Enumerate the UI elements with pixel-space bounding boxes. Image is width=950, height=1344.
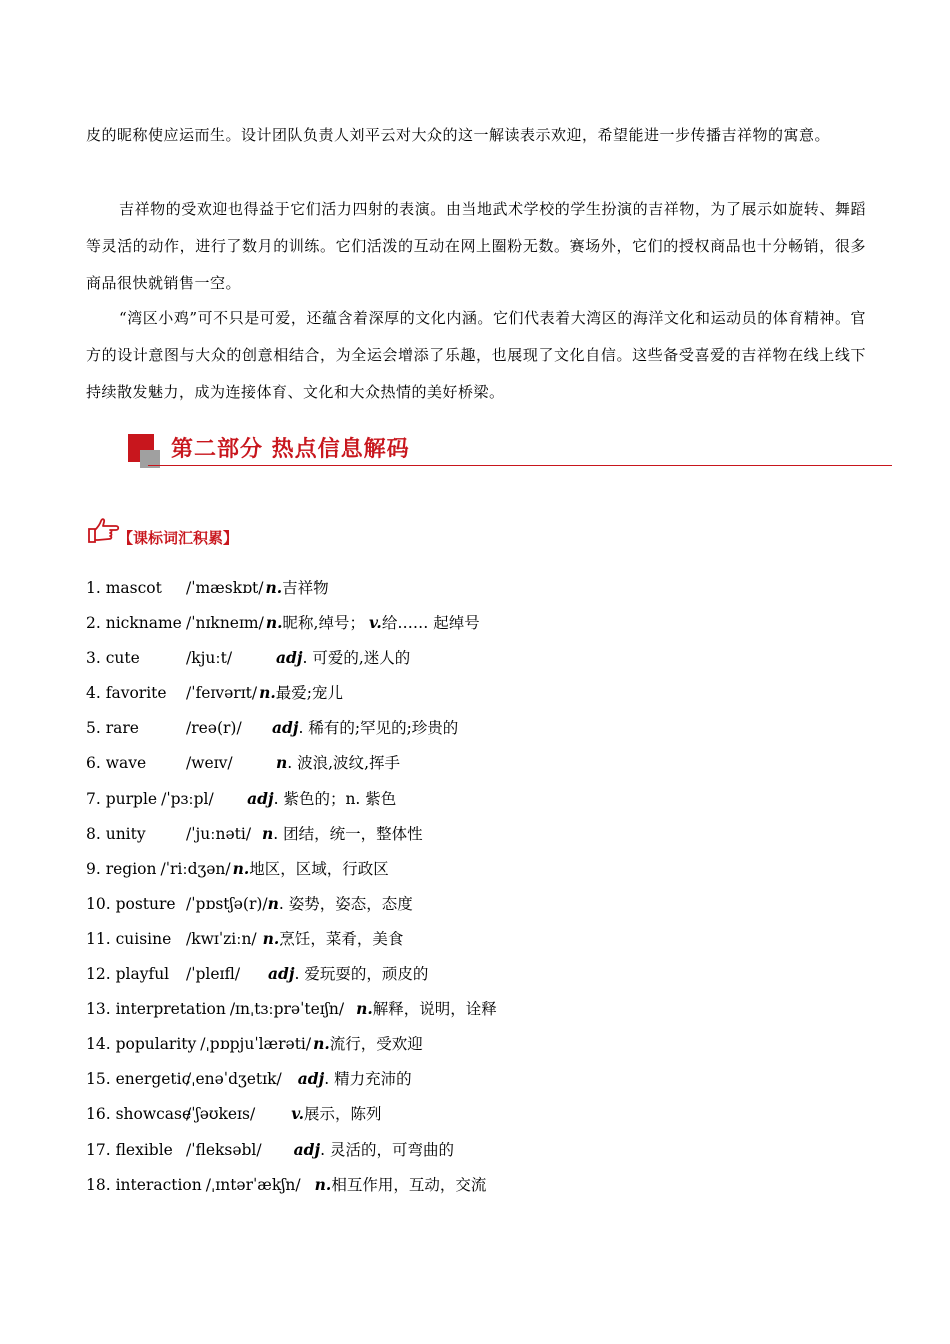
vocab-word: 1. mascot (86, 579, 162, 597)
section-title: 第二部分 热点信息解码 (171, 437, 410, 462)
vocab-pos: adj (276, 648, 303, 668)
vocab-pos: adj (268, 964, 295, 984)
vocab-phonetic: /reə(r)/ (186, 719, 242, 738)
vocab-pos: n. (259, 683, 276, 703)
vocab-pos: n. (232, 858, 250, 878)
list-item (86, 745, 886, 780)
list-item (86, 886, 886, 921)
vocab-pos: n (276, 753, 288, 773)
vocab-pos: n (262, 823, 274, 843)
vocab-subheader-title: 【课标词汇积累】 (118, 529, 239, 547)
vocab-word: 12. playful (86, 965, 170, 984)
vocab-word: 14. popularity (86, 1035, 197, 1054)
vocab-phonetic: /ˈpleɪfl/ (186, 965, 241, 984)
vocab-word: 2. nickname (86, 614, 182, 633)
vocab-meaning: 相互作用，互动，交流 (331, 1175, 487, 1194)
list-item (86, 816, 886, 851)
paragraph-3: “湾区小鸡”可不只是可爱，还蕴含着深厚的文化内涵。它们代表着大湾区的海洋文化和运动员的体育精神。官方的设计意图与大众的创意相结合，为全运会增添了乐趣，也展现了文化自信。这些备受喜爱的吉祥物在线上线下持续散发魅力，成为连接体育、文化和大众热情的美好桥梁。 (86, 309, 866, 401)
list-item (86, 1096, 886, 1131)
vocab-word: 7. purple (86, 789, 158, 808)
vocab-phonetic: /ˈfeɪvərɪt/ (186, 684, 258, 703)
vocab-word: 11. cuisine (86, 929, 172, 948)
vocab-list (86, 570, 886, 1202)
vocab-meaning: . 稀有的;罕见的;珍贵的 (298, 719, 459, 738)
list-item (86, 956, 886, 991)
list-item (86, 640, 886, 675)
vocab-pos: n. (262, 928, 280, 948)
vocab-word: 16. showcase (86, 1105, 192, 1124)
vocab-phonetic: /ˌpɒpjuˈlærəti/ (200, 1035, 312, 1054)
vocab-pos-2: v. (368, 613, 382, 633)
vocab-pos: adj (272, 718, 299, 738)
vocab-meaning-2: 给…… 起绰号 (381, 614, 480, 633)
list-item (86, 1132, 886, 1167)
vocab-word: 4. favorite (86, 684, 167, 703)
pointing-hand-icon (86, 513, 120, 545)
vocab-meaning: . 紫色的；n. 紫色 (273, 789, 397, 808)
vocab-phonetic: /ˌɪntərˈækʃn/ (205, 1175, 301, 1194)
vocab-phonetic: /ˈmæskɒt/ (186, 579, 264, 597)
vocab-pos: n. (265, 613, 283, 633)
vocab-meaning: 解释，说明，诠释 (372, 1000, 497, 1019)
vocab-meaning: . 灵活的，可弯曲的 (320, 1140, 454, 1159)
list-item (86, 781, 886, 816)
list-item (86, 1061, 886, 1096)
vocab-word: 10. posture (86, 894, 176, 913)
vocab-word: 17. flexible (86, 1140, 173, 1159)
section-header (128, 434, 894, 470)
list-item (86, 991, 886, 1026)
list-item (86, 921, 886, 956)
paragraph-2: 吉祥物的受欢迎也得益于它们活力四射的表演。由当地武术学校的学生扮演的吉祥物，为了展示如旋转、舞蹈等灵活的动作，进行了数月的训练。它们活泼的互动在网上圈粉无数。赛场外，它们的授权商品也十分畅销，很多商品很快就销售一空。 (86, 200, 866, 292)
vocab-meaning: . 波浪,波纹,挥手 (287, 754, 400, 773)
vocab-pos: v. (291, 1104, 305, 1124)
vocab-pos: n (267, 893, 279, 913)
vocab-pos: adj (247, 788, 274, 808)
list-item (86, 1167, 886, 1202)
list-item (86, 1026, 886, 1061)
vocab-phonetic: /kjuːt/ (186, 649, 233, 668)
vocab-phonetic: /ˌenəˈdʒetɪk/ (186, 1070, 282, 1089)
vocab-meaning: 流行，受欢迎 (329, 1035, 423, 1054)
vocab-phonetic: /ˈjuːnəti/ (186, 824, 252, 843)
list-item (86, 570, 886, 605)
section-divider (148, 465, 892, 466)
vocab-phonetic: /ˈʃəʊkeɪs/ (186, 1105, 256, 1124)
list-item (86, 605, 886, 640)
vocab-word: 5. rare (86, 719, 139, 738)
vocab-pos: adj (293, 1139, 321, 1159)
vocab-meaning: 昵称,绰号； (282, 614, 365, 633)
vocab-phonetic: /ɪnˌtɜːprəˈteɪʃn/ (229, 1000, 345, 1019)
vocab-meaning: 最爱;宠儿 (275, 684, 344, 703)
vocab-meaning: . 可爱的,迷人的 (302, 649, 411, 668)
vocab-meaning: 地区，区域，行政区 (249, 859, 389, 878)
vocab-meaning: . 精力充沛的 (324, 1070, 412, 1089)
vocab-meaning: 烹饪，菜肴，美食 (279, 929, 404, 948)
vocab-phonetic: /kwɪˈziːn/ (186, 929, 257, 948)
vocab-word: 13. interpretation (86, 1000, 226, 1019)
vocab-phonetic: /ˈfleksəbl/ (186, 1140, 262, 1159)
vocab-pos: n. (356, 999, 373, 1019)
vocab-word: 8. unity (86, 824, 146, 843)
vocab-word: 3. cute (86, 649, 140, 668)
vocab-phonetic: /weɪv/ (186, 754, 233, 773)
vocab-phonetic: /ˈriːdʒən/ (160, 859, 231, 878)
paragraph-1: 皮的昵称使应运而生。设计团队负责人刘平云对大众的这一解读表示欢迎，希望能进一步传播吉祥物的寓意。 (86, 126, 831, 144)
vocab-meaning: . 姿势，姿态，态度 (278, 894, 413, 913)
list-item (86, 675, 886, 710)
vocab-meaning: 吉祥物 (282, 579, 329, 597)
vocab-meaning: 展示，陈列 (304, 1105, 382, 1124)
vocab-pos: adj (297, 1069, 325, 1089)
section-marker-icon (128, 434, 168, 468)
list-item (86, 710, 886, 745)
vocab-meaning: . 爱玩耍的，顽皮的 (294, 965, 429, 984)
vocab-phonetic: /ˈpɜːpl/ (161, 789, 214, 808)
vocab-pos: n. (314, 1174, 332, 1194)
vocab-meaning: . 团结，统一，整体性 (273, 824, 423, 843)
vocab-phonetic: /ˈnɪkneɪm/ (186, 614, 264, 633)
vocab-word: 15. energetic (86, 1070, 191, 1089)
vocab-pos: n. (313, 1034, 330, 1054)
vocab-phonetic: /ˈpɒstʃə(r)/ (186, 894, 268, 913)
vocab-word: 18. interaction (86, 1175, 202, 1194)
vocab-word: 9. region (86, 859, 157, 878)
vocab-pos: n. (265, 578, 283, 597)
list-item (86, 851, 886, 886)
vocab-word: 6. wave (86, 754, 147, 773)
